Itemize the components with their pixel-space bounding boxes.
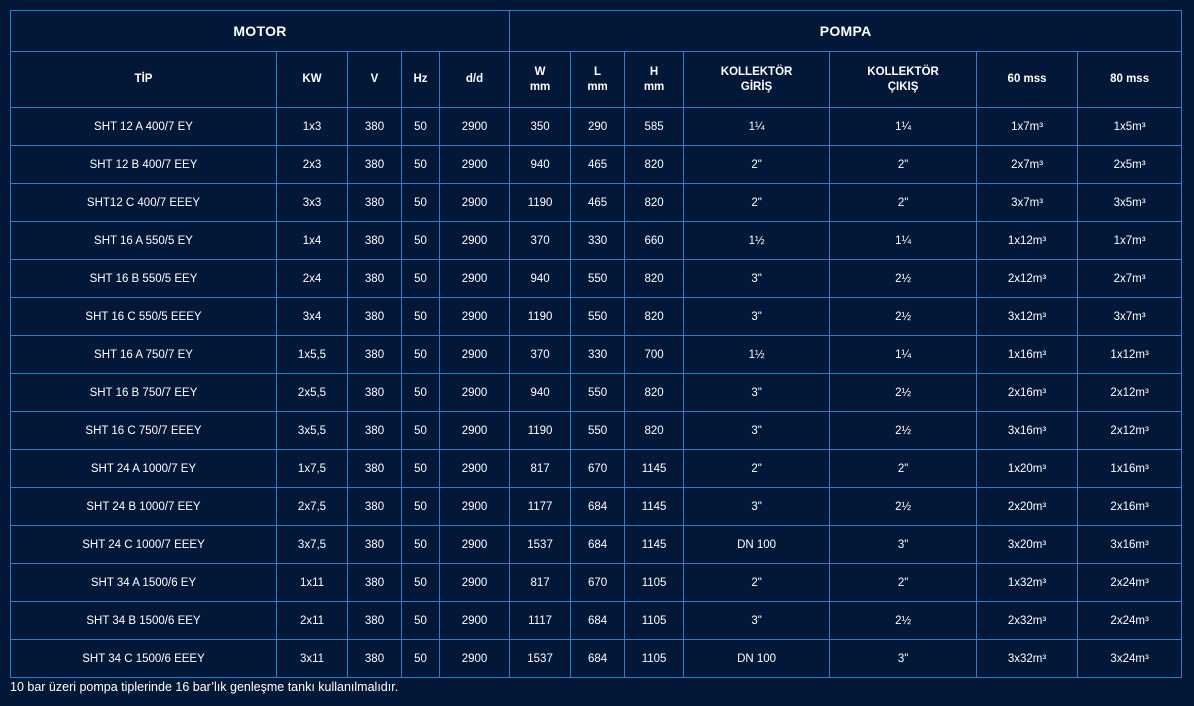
cell-hz: 50 (402, 374, 440, 412)
cell-cikis: 3" (830, 640, 977, 678)
cell-w: 370 (510, 336, 571, 374)
col-header-kollektor-giris (684, 52, 830, 108)
cell-kw: 2x11 (277, 602, 348, 640)
cell-mss60: 3x12m³ (977, 298, 1078, 336)
table-row (11, 602, 1182, 640)
cell-v: 380 (348, 564, 402, 602)
cell-tip: SHT 24 C 1000/7 EEEY (11, 526, 277, 564)
cell-h: 1145 (625, 526, 684, 564)
cell-tip: SHT 12 A 400/7 EY (11, 108, 277, 146)
cell-w: 940 (510, 146, 571, 184)
cell-mss60: 1x20m³ (977, 450, 1078, 488)
col-header-80mss: 80 mss (1078, 52, 1182, 108)
cell-cikis: 2" (830, 146, 977, 184)
cell-giris: 3" (684, 298, 830, 336)
cell-mss60: 2x12m³ (977, 260, 1078, 298)
cell-mss60: 1x7m³ (977, 108, 1078, 146)
cell-cikis: 2½ (830, 488, 977, 526)
cell-cikis: 2½ (830, 298, 977, 336)
col-header-dd: d/d (440, 52, 510, 108)
cell-l: 550 (571, 412, 625, 450)
cell-cikis: 2½ (830, 260, 977, 298)
cell-w: 1177 (510, 488, 571, 526)
cell-cikis: 2" (830, 184, 977, 222)
cell-mss80: 1x12m³ (1078, 336, 1182, 374)
cell-hz: 50 (402, 108, 440, 146)
cell-w: 1117 (510, 602, 571, 640)
cell-tip: SHT 16 A 550/5 EY (11, 222, 277, 260)
cell-dd: 2900 (440, 564, 510, 602)
cell-mss60: 3x16m³ (977, 412, 1078, 450)
cell-kw: 2x3 (277, 146, 348, 184)
cell-giris: 2" (684, 564, 830, 602)
cell-hz: 50 (402, 602, 440, 640)
table-row (11, 564, 1182, 602)
cell-l: 550 (571, 374, 625, 412)
cell-v: 380 (348, 108, 402, 146)
col-header-w-unit: mm (529, 80, 551, 93)
cell-kw: 2x7,5 (277, 488, 348, 526)
cell-dd: 2900 (440, 146, 510, 184)
cell-w: 1190 (510, 298, 571, 336)
table-row (11, 298, 1182, 336)
cell-cikis: 1¼ (830, 222, 977, 260)
cell-v: 380 (348, 146, 402, 184)
cell-hz: 50 (402, 336, 440, 374)
cell-dd: 2900 (440, 640, 510, 678)
cell-hz: 50 (402, 450, 440, 488)
cell-h: 820 (625, 374, 684, 412)
cell-v: 380 (348, 184, 402, 222)
cell-w: 1537 (510, 640, 571, 678)
cell-kw: 2x5,5 (277, 374, 348, 412)
cell-mss80: 2x24m³ (1078, 602, 1182, 640)
cell-kw: 1x3 (277, 108, 348, 146)
table-row (11, 526, 1182, 564)
cell-l: 670 (571, 450, 625, 488)
cell-cikis: 1¼ (830, 108, 977, 146)
cell-giris: 2" (684, 184, 830, 222)
col-header-h-label: H (649, 65, 659, 78)
cell-w: 1190 (510, 412, 571, 450)
cell-dd: 2900 (440, 260, 510, 298)
cell-h: 585 (625, 108, 684, 146)
cell-hz: 50 (402, 526, 440, 564)
col-header-60mss: 60 mss (977, 52, 1078, 108)
cell-h: 1105 (625, 602, 684, 640)
col-header-kollektor-cikis (830, 52, 977, 108)
cell-dd: 2900 (440, 108, 510, 146)
pompa-group-header: POMPA (510, 11, 1182, 52)
cell-hz: 50 (402, 260, 440, 298)
cell-tip: SHT 34 A 1500/6 EY (11, 564, 277, 602)
cell-hz: 50 (402, 146, 440, 184)
cell-giris: 3" (684, 374, 830, 412)
cell-h: 1105 (625, 640, 684, 678)
cell-mss60: 3x32m³ (977, 640, 1078, 678)
cell-l: 684 (571, 640, 625, 678)
cell-v: 380 (348, 488, 402, 526)
col-header-v: V (348, 52, 402, 108)
cell-cikis: 2" (830, 564, 977, 602)
cell-l: 550 (571, 260, 625, 298)
cell-v: 380 (348, 374, 402, 412)
table-row (11, 108, 1182, 146)
table-row (11, 412, 1182, 450)
cell-mss80: 1x7m³ (1078, 222, 1182, 260)
cell-hz: 50 (402, 564, 440, 602)
table-row (11, 450, 1182, 488)
cell-giris: 2" (684, 146, 830, 184)
col-header-tip: TİP (11, 52, 277, 108)
cell-l: 465 (571, 184, 625, 222)
cell-w: 1537 (510, 526, 571, 564)
cell-tip: SHT12 C 400/7 EEEY (11, 184, 277, 222)
cell-w: 940 (510, 260, 571, 298)
cell-dd: 2900 (440, 298, 510, 336)
cell-h: 660 (625, 222, 684, 260)
cell-hz: 50 (402, 412, 440, 450)
cell-h: 820 (625, 146, 684, 184)
cell-dd: 2900 (440, 526, 510, 564)
cell-dd: 2900 (440, 602, 510, 640)
cell-h: 820 (625, 260, 684, 298)
cell-tip: SHT 24 A 1000/7 EY (11, 450, 277, 488)
cell-v: 380 (348, 640, 402, 678)
cell-l: 670 (571, 564, 625, 602)
table-row (11, 640, 1182, 678)
cell-tip: SHT 12 B 400/7 EEY (11, 146, 277, 184)
cell-mss80: 2x12m³ (1078, 412, 1182, 450)
cell-hz: 50 (402, 184, 440, 222)
cell-w: 370 (510, 222, 571, 260)
cell-mss80: 3x7m³ (1078, 298, 1182, 336)
cell-mss60: 2x16m³ (977, 374, 1078, 412)
group-header-row (11, 11, 1182, 52)
cell-giris: 3" (684, 488, 830, 526)
cell-v: 380 (348, 298, 402, 336)
cell-giris: 1½ (684, 222, 830, 260)
cell-giris: 3" (684, 412, 830, 450)
cell-hz: 50 (402, 640, 440, 678)
col-header-cikis-line2: ÇIKIŞ (887, 80, 919, 93)
cell-giris: 2" (684, 450, 830, 488)
cell-hz: 50 (402, 222, 440, 260)
cell-kw: 3x4 (277, 298, 348, 336)
cell-l: 684 (571, 488, 625, 526)
cell-h: 820 (625, 184, 684, 222)
cell-l: 684 (571, 602, 625, 640)
cell-kw: 3x11 (277, 640, 348, 678)
cell-h: 1145 (625, 450, 684, 488)
cell-v: 380 (348, 526, 402, 564)
cell-tip: SHT 34 B 1500/6 EEY (11, 602, 277, 640)
table-row (11, 336, 1182, 374)
cell-giris: 1½ (684, 336, 830, 374)
cell-kw: 2x4 (277, 260, 348, 298)
cell-giris: DN 100 (684, 526, 830, 564)
col-header-giris-line2: GİRİŞ (740, 80, 773, 93)
cell-h: 1145 (625, 488, 684, 526)
cell-giris: 3" (684, 602, 830, 640)
cell-h: 700 (625, 336, 684, 374)
col-header-kw: KW (277, 52, 348, 108)
col-header-hz: Hz (402, 52, 440, 108)
cell-dd: 2900 (440, 222, 510, 260)
cell-dd: 2900 (440, 184, 510, 222)
cell-mss80: 1x5m³ (1078, 108, 1182, 146)
table-row (11, 260, 1182, 298)
table-row (11, 222, 1182, 260)
col-header-h-unit: mm (643, 80, 665, 93)
cell-kw: 3x5,5 (277, 412, 348, 450)
table-row (11, 374, 1182, 412)
cell-mss80: 2x24m³ (1078, 564, 1182, 602)
table-row (11, 488, 1182, 526)
cell-tip: SHT 16 A 750/7 EY (11, 336, 277, 374)
cell-giris: 3" (684, 260, 830, 298)
cell-tip: SHT 16 C 750/7 EEEY (11, 412, 277, 450)
cell-h: 820 (625, 298, 684, 336)
col-header-w-label: W (534, 65, 546, 78)
cell-hz: 50 (402, 298, 440, 336)
cell-dd: 2900 (440, 450, 510, 488)
cell-mss60: 1x32m³ (977, 564, 1078, 602)
cell-cikis: 2½ (830, 412, 977, 450)
cell-mss80: 3x16m³ (1078, 526, 1182, 564)
cell-cikis: 2½ (830, 602, 977, 640)
cell-tip: SHT 16 B 750/7 EEY (11, 374, 277, 412)
cell-tip: SHT 34 C 1500/6 EEEY (11, 640, 277, 678)
col-header-l (571, 52, 625, 108)
col-header-giris-line1: KOLLEKTÖR (720, 65, 793, 78)
spec-table-container (10, 10, 1182, 678)
cell-v: 380 (348, 222, 402, 260)
cell-kw: 3x7,5 (277, 526, 348, 564)
cell-w: 350 (510, 108, 571, 146)
cell-l: 684 (571, 526, 625, 564)
cell-v: 380 (348, 602, 402, 640)
cell-mss60: 2x20m³ (977, 488, 1078, 526)
cell-mss80: 2x12m³ (1078, 374, 1182, 412)
cell-kw: 1x4 (277, 222, 348, 260)
cell-cikis: 2" (830, 450, 977, 488)
cell-dd: 2900 (440, 336, 510, 374)
motor-group-header: MOTOR (11, 11, 510, 52)
cell-mss80: 3x5m³ (1078, 184, 1182, 222)
cell-kw: 1x7,5 (277, 450, 348, 488)
cell-tip: SHT 16 C 550/5 EEEY (11, 298, 277, 336)
cell-mss60: 3x20m³ (977, 526, 1078, 564)
col-header-l-label: L (594, 65, 602, 78)
cell-l: 330 (571, 336, 625, 374)
cell-w: 940 (510, 374, 571, 412)
cell-giris: DN 100 (684, 640, 830, 678)
cell-mss80: 2x5m³ (1078, 146, 1182, 184)
cell-mss80: 1x16m³ (1078, 450, 1182, 488)
col-header-w (510, 52, 571, 108)
cell-l: 465 (571, 146, 625, 184)
cell-v: 380 (348, 336, 402, 374)
cell-cikis: 1¼ (830, 336, 977, 374)
cell-w: 1190 (510, 184, 571, 222)
table-body (11, 108, 1182, 678)
table-row (11, 146, 1182, 184)
cell-dd: 2900 (440, 374, 510, 412)
cell-h: 1105 (625, 564, 684, 602)
cell-cikis: 3" (830, 526, 977, 564)
table-row (11, 184, 1182, 222)
cell-mss80: 2x7m³ (1078, 260, 1182, 298)
cell-w: 817 (510, 564, 571, 602)
footnote: 10 bar üzeri pompa tiplerinde 16 bar’lık genleşme tankı kullanılmalıdır. (10, 680, 399, 694)
column-header-row (11, 52, 1182, 108)
cell-kw: 1x11 (277, 564, 348, 602)
cell-kw: 1x5,5 (277, 336, 348, 374)
cell-mss80: 2x16m³ (1078, 488, 1182, 526)
cell-cikis: 2½ (830, 374, 977, 412)
cell-kw: 3x3 (277, 184, 348, 222)
cell-h: 820 (625, 412, 684, 450)
col-header-cikis-line1: KOLLEKTÖR (867, 65, 939, 78)
cell-tip: SHT 16 B 550/5 EEY (11, 260, 277, 298)
col-header-h (625, 52, 684, 108)
cell-l: 330 (571, 222, 625, 260)
cell-w: 817 (510, 450, 571, 488)
col-header-l-unit: mm (587, 80, 608, 93)
cell-mss80: 3x24m³ (1078, 640, 1182, 678)
cell-v: 380 (348, 450, 402, 488)
pump-spec-table (10, 10, 1182, 678)
cell-mss60: 2x7m³ (977, 146, 1078, 184)
cell-mss60: 1x12m³ (977, 222, 1078, 260)
cell-v: 380 (348, 412, 402, 450)
cell-giris: 1¼ (684, 108, 830, 146)
cell-v: 380 (348, 260, 402, 298)
cell-mss60: 3x7m³ (977, 184, 1078, 222)
cell-mss60: 2x32m³ (977, 602, 1078, 640)
cell-mss60: 1x16m³ (977, 336, 1078, 374)
cell-l: 550 (571, 298, 625, 336)
cell-l: 290 (571, 108, 625, 146)
cell-hz: 50 (402, 488, 440, 526)
cell-dd: 2900 (440, 488, 510, 526)
cell-dd: 2900 (440, 412, 510, 450)
cell-tip: SHT 24 B 1000/7 EEY (11, 488, 277, 526)
